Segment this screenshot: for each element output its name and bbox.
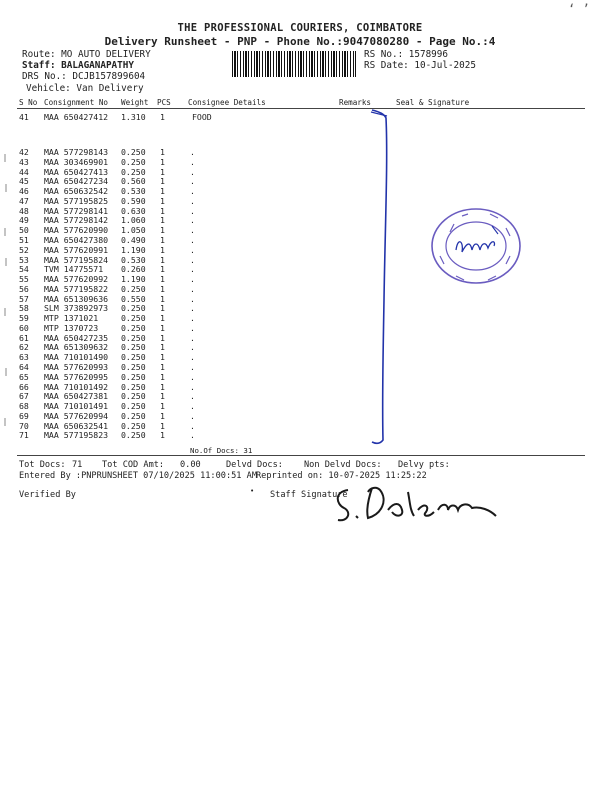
cell-weight: 0.530 bbox=[121, 254, 146, 265]
cell-sno: 69 bbox=[19, 410, 29, 421]
col-header-seal: Seal & Signature bbox=[396, 98, 470, 107]
table-row bbox=[0, 391, 600, 401]
cell-sno: 71 bbox=[19, 430, 29, 441]
cell-pcs: 1 bbox=[160, 401, 165, 411]
cell-sno: 68 bbox=[19, 401, 29, 411]
col-header-consignee: Consignee Details bbox=[188, 98, 266, 107]
cell-pcs: 1 bbox=[160, 303, 165, 314]
cell-sno: 60 bbox=[19, 322, 29, 333]
cell-weight: 0.250 bbox=[121, 401, 146, 411]
table-row bbox=[0, 176, 600, 186]
delvy-pts-label: Delvy pts: bbox=[398, 460, 450, 470]
cell-consignment: MAA 577195822 bbox=[44, 283, 109, 294]
cell-consignment: MAA 577620992 bbox=[44, 274, 109, 284]
palani-delivery-stamp bbox=[428, 206, 524, 286]
cell-weight: 1.050 bbox=[121, 225, 146, 236]
cell-consignment: MAA 650632542 bbox=[44, 186, 109, 197]
table-row bbox=[0, 313, 600, 323]
header-divider bbox=[17, 108, 585, 109]
cell-consignment: MAA 651309636 bbox=[44, 293, 109, 304]
cell-pcs: 1 bbox=[160, 195, 165, 206]
reprinted-on: Reprinted on: 10-07-2025 11:25:22 bbox=[256, 471, 427, 481]
table-row bbox=[0, 303, 600, 313]
cell-weight: 0.250 bbox=[121, 361, 146, 372]
consignee-placeholder-dot: . bbox=[190, 313, 195, 324]
cell-consignment: MAA 650427381 bbox=[44, 391, 109, 402]
table-row bbox=[0, 323, 600, 333]
cell-pcs: 1 bbox=[160, 166, 165, 177]
cell-consignment: MTP 1371021 bbox=[44, 313, 99, 324]
cell-sno: 67 bbox=[19, 391, 29, 402]
col-header-weight: Weight bbox=[121, 98, 149, 107]
consignee-placeholder-dot: . bbox=[190, 195, 195, 206]
cell-pcs: 1 bbox=[160, 322, 165, 333]
tot-cod-value: 0.00 bbox=[180, 460, 201, 470]
cell-consignment: MAA 577620994 bbox=[44, 410, 109, 421]
rs-number: RS No.: 1578996 bbox=[364, 49, 448, 60]
cell-consignment: MAA 577298141 bbox=[44, 205, 109, 216]
tot-docs-label: Tot Docs: bbox=[19, 460, 66, 470]
col-header-remarks: Remarks bbox=[339, 98, 372, 107]
entered-by: Entered By :PNPRUNSHEET 07/10/2025 11:00:51 AM bbox=[19, 471, 257, 481]
cell-sno: 46 bbox=[19, 186, 29, 197]
cell-sno: 43 bbox=[19, 156, 29, 167]
cell-pcs: 1 bbox=[160, 342, 165, 353]
table-row bbox=[0, 333, 600, 343]
staff-signature-label: Staff Signature bbox=[270, 490, 348, 500]
non-delvd-docs-label: Non Delvd Docs: bbox=[304, 460, 382, 470]
table-row bbox=[0, 401, 600, 411]
consignee-placeholder-dot: . bbox=[190, 410, 195, 421]
consignee-placeholder-dot: . bbox=[190, 430, 195, 441]
consignee-placeholder-dot: . bbox=[190, 391, 195, 402]
cell-sno: 47 bbox=[19, 195, 29, 206]
cell-weight: 0.250 bbox=[121, 313, 146, 324]
table-row bbox=[0, 196, 600, 206]
cell-consignment: MAA 577195823 bbox=[44, 430, 109, 441]
consignee-placeholder-dot: . bbox=[190, 215, 195, 226]
table-row bbox=[0, 352, 600, 362]
drs-number: DRS No.: DCJB157899604 bbox=[22, 71, 146, 82]
table-row bbox=[0, 372, 600, 382]
table-row bbox=[0, 147, 600, 157]
cell-consignment: MAA 577620995 bbox=[44, 371, 109, 382]
cell-sno: 55 bbox=[19, 274, 29, 284]
consignee-placeholder-dot: . bbox=[190, 254, 195, 265]
cell-consignment: MAA 577195824 bbox=[44, 254, 109, 265]
cell-pcs: 1 bbox=[160, 371, 165, 382]
cell-sno: 41 bbox=[19, 112, 29, 122]
table-row bbox=[0, 362, 600, 372]
cell-weight: 0.250 bbox=[121, 322, 146, 333]
cell-weight: 0.250 bbox=[121, 430, 146, 441]
table-row bbox=[0, 342, 600, 352]
cell-weight: 0.250 bbox=[121, 371, 146, 382]
cell-consignment: MAA 577298143 bbox=[44, 147, 109, 157]
table-row bbox=[0, 186, 600, 196]
consignee-placeholder-dot: . bbox=[190, 332, 195, 343]
cell-pcs: 1 bbox=[160, 283, 165, 294]
cell-sno: 59 bbox=[19, 313, 29, 324]
cell-sno: 61 bbox=[19, 332, 29, 343]
cell-pcs: 1 bbox=[160, 361, 165, 372]
consignee-placeholder-dot: . bbox=[190, 342, 195, 353]
cell-weight: 1.310 bbox=[121, 112, 146, 122]
cell-sno: 65 bbox=[19, 371, 29, 382]
consignee-placeholder-dot: . bbox=[190, 225, 195, 236]
table-row bbox=[0, 167, 600, 177]
route-label: Route: MO AUTO DELIVERY bbox=[22, 49, 151, 60]
cell-consignment: MAA 710101492 bbox=[44, 381, 109, 392]
consignee-placeholder-dot: . bbox=[190, 371, 195, 382]
cell-consignment: MAA 650427412 bbox=[44, 112, 109, 122]
cell-sno: 53 bbox=[19, 254, 29, 265]
cell-sno: 48 bbox=[19, 205, 29, 216]
col-header-consignment: Consignment No bbox=[44, 98, 109, 107]
cell-consignment: MAA 577620991 bbox=[44, 244, 109, 255]
cell-weight: 0.250 bbox=[121, 156, 146, 167]
table-row bbox=[0, 294, 600, 304]
cell-weight: 0.250 bbox=[121, 147, 146, 157]
cell-weight: 0.250 bbox=[121, 381, 146, 392]
cell-weight: 0.250 bbox=[121, 303, 146, 314]
consignee-placeholder-dot: . bbox=[190, 234, 195, 245]
consignee-placeholder-dot: . bbox=[190, 156, 195, 167]
cell-weight: 0.260 bbox=[121, 264, 146, 275]
barcode-image bbox=[232, 51, 356, 77]
tot-cod-label: Tot COD Amt: bbox=[102, 460, 165, 470]
cell-sno: 50 bbox=[19, 225, 29, 236]
rs-date: RS Date: 10-Jul-2025 bbox=[364, 60, 476, 71]
cell-pcs: 1 bbox=[160, 430, 165, 441]
consignee-placeholder-dot: . bbox=[190, 420, 195, 431]
corner-mark: ‘ ’ bbox=[568, 2, 590, 16]
consignee-placeholder-dot: . bbox=[190, 322, 195, 333]
table-row bbox=[0, 157, 600, 167]
consignee-placeholder-dot: . bbox=[190, 244, 195, 255]
cell-sno: 63 bbox=[19, 352, 29, 363]
cell-consignment: MAA 577620993 bbox=[44, 361, 109, 372]
cell-pcs: 1 bbox=[160, 391, 165, 402]
consignee-placeholder-dot: . bbox=[190, 283, 195, 294]
cell-weight: 0.630 bbox=[121, 205, 146, 216]
cell-consignment: MAA 650427235 bbox=[44, 332, 109, 343]
cell-consignment: MAA 303469901 bbox=[44, 156, 109, 167]
cell-sno: 44 bbox=[19, 166, 29, 177]
cell-sno: 49 bbox=[19, 215, 29, 226]
cell-sno: 64 bbox=[19, 361, 29, 372]
runsheet-subtitle: Delivery Runsheet - PNP - Phone No.:9047080280 - Page No.:4 bbox=[104, 35, 496, 48]
cell-consignment: TVM 14775571 bbox=[44, 264, 104, 275]
cell-weight: 0.560 bbox=[121, 176, 146, 187]
cell-weight: 0.250 bbox=[121, 342, 146, 353]
cell-pcs: 1 bbox=[160, 420, 165, 431]
cell-sno: 66 bbox=[19, 381, 29, 392]
table-row bbox=[0, 411, 600, 421]
col-header-sno: S No bbox=[19, 98, 38, 107]
cell-consignment: MAA 650632541 bbox=[44, 420, 109, 431]
cell-weight: 0.250 bbox=[121, 420, 146, 431]
cell-consignment: MAA 577620990 bbox=[44, 225, 109, 236]
cell-consignment: SLM 373892973 bbox=[44, 303, 109, 314]
cell-weight: 0.590 bbox=[121, 195, 146, 206]
consignee-placeholder-dot: . bbox=[190, 205, 195, 216]
cell-weight: 0.250 bbox=[121, 391, 146, 402]
cell-weight: 1.190 bbox=[121, 244, 146, 255]
cell-consignment: MAA 650427413 bbox=[44, 166, 109, 177]
table-row bbox=[0, 421, 600, 431]
cell-sno: 70 bbox=[19, 420, 29, 431]
cell-weight: 1.060 bbox=[121, 215, 146, 226]
cell-sno: 56 bbox=[19, 283, 29, 294]
cell-sno: 45 bbox=[19, 176, 29, 187]
consignee-placeholder-dot: . bbox=[190, 293, 195, 304]
consignee-placeholder-dot: . bbox=[190, 166, 195, 177]
cell-sno: 54 bbox=[19, 264, 29, 275]
cell-pcs: 1 bbox=[160, 264, 165, 275]
cell-sno: 51 bbox=[19, 234, 29, 245]
table-row bbox=[0, 382, 600, 392]
cell-consignment: MAA 650427234 bbox=[44, 176, 109, 187]
cell-weight: 0.250 bbox=[121, 283, 146, 294]
consignee-placeholder-dot: . bbox=[190, 186, 195, 197]
cell-weight: 0.250 bbox=[121, 352, 146, 363]
cell-pcs: 1 bbox=[160, 225, 165, 236]
cell-pcs: 1 bbox=[160, 313, 165, 324]
delvd-docs-label: Delvd Docs: bbox=[226, 460, 283, 470]
consignee-placeholder-dot: . bbox=[190, 303, 195, 314]
cell-sno: 52 bbox=[19, 244, 29, 255]
cell-pcs: 1 bbox=[160, 112, 165, 122]
col-header-pcs: PCS bbox=[157, 98, 171, 107]
consignee-placeholder-dot: . bbox=[190, 147, 195, 157]
cell-pcs: 1 bbox=[160, 244, 165, 255]
cell-pcs: 1 bbox=[160, 205, 165, 216]
company-title: THE PROFESSIONAL COURIERS, COIMBATORE bbox=[177, 22, 423, 34]
cell-pcs: 1 bbox=[160, 215, 165, 226]
cell-pcs: 1 bbox=[160, 293, 165, 304]
cell-pcs: 1 bbox=[160, 156, 165, 167]
table-end-divider bbox=[17, 455, 585, 456]
staff-label: Staff: BALAGANAPATHY bbox=[22, 60, 134, 71]
staff-signature-scribble bbox=[330, 480, 510, 530]
cell-weight: 0.490 bbox=[121, 234, 146, 245]
cell-sno: 58 bbox=[19, 303, 29, 314]
cell-pcs: 1 bbox=[160, 381, 165, 392]
bullet-dot: • bbox=[250, 487, 255, 495]
cell-weight: 0.250 bbox=[121, 332, 146, 343]
cell-consignment: MAA 577298142 bbox=[44, 215, 109, 226]
cell-weight: 0.550 bbox=[121, 293, 146, 304]
cell-sno: 42 bbox=[19, 147, 29, 157]
cell-weight: 0.530 bbox=[121, 186, 146, 197]
cell-weight: 0.250 bbox=[121, 410, 146, 421]
verified-by-label: Verified By bbox=[19, 490, 76, 500]
consignee-placeholder-dot: . bbox=[190, 381, 195, 392]
cell-pcs: 1 bbox=[160, 274, 165, 284]
cell-pcs: 1 bbox=[160, 176, 165, 187]
cell-pcs: 1 bbox=[160, 410, 165, 421]
cell-consignee: FOOD bbox=[192, 112, 212, 122]
cell-sno: 62 bbox=[19, 342, 29, 353]
cell-pcs: 1 bbox=[160, 147, 165, 157]
cell-weight: 0.250 bbox=[121, 166, 146, 177]
consignee-placeholder-dot: . bbox=[190, 361, 195, 372]
tot-docs-value: 71 bbox=[72, 460, 83, 470]
cell-consignment: MTP 1370723 bbox=[44, 322, 99, 333]
consignee-placeholder-dot: . bbox=[190, 274, 195, 284]
cell-pcs: 1 bbox=[160, 254, 165, 265]
cell-pcs: 1 bbox=[160, 234, 165, 245]
table-row bbox=[0, 430, 600, 440]
consignee-placeholder-dot: . bbox=[190, 264, 195, 275]
consignee-placeholder-dot: . bbox=[190, 352, 195, 363]
cell-pcs: 1 bbox=[160, 332, 165, 343]
consignee-placeholder-dot: . bbox=[190, 176, 195, 187]
cell-pcs: 1 bbox=[160, 352, 165, 363]
no-of-docs: No.Of Docs: 31 bbox=[190, 446, 253, 455]
consignee-placeholder-dot: . bbox=[190, 401, 195, 411]
table-row bbox=[0, 112, 600, 122]
cell-consignment: MAA 650427380 bbox=[44, 234, 109, 245]
cell-consignment: MAA 710101490 bbox=[44, 352, 109, 363]
vehicle-label: Vehicle: Van Delivery bbox=[26, 83, 144, 94]
cell-consignment: MAA 651309632 bbox=[44, 342, 109, 353]
cell-weight: 1.190 bbox=[121, 274, 146, 284]
cell-consignment: MAA 577195825 bbox=[44, 195, 109, 206]
cell-pcs: 1 bbox=[160, 186, 165, 197]
cell-sno: 57 bbox=[19, 293, 29, 304]
cell-consignment: MAA 710101491 bbox=[44, 401, 109, 411]
